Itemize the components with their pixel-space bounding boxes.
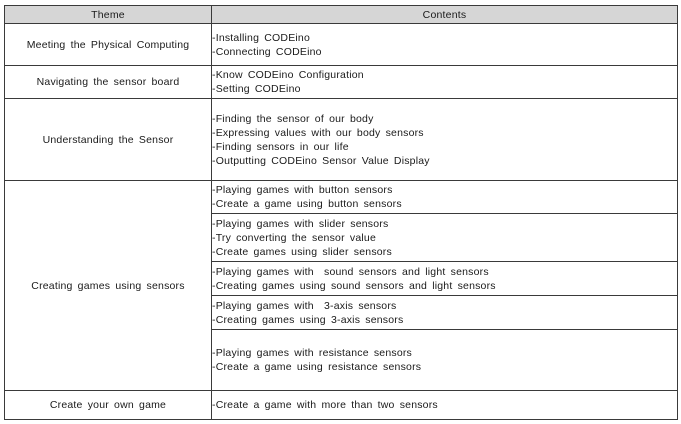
header-theme: Theme bbox=[5, 6, 212, 24]
content-line: -Setting CODEino bbox=[212, 83, 301, 95]
contents-cell bbox=[212, 24, 678, 66]
table-row bbox=[5, 66, 678, 99]
content-line: -Playing games with slider sensors bbox=[212, 217, 389, 230]
content-line: -Create a game using resistance sensors bbox=[212, 361, 422, 373]
content-line: -Expressing values with our body sensors bbox=[212, 126, 424, 139]
theme-cell: Meeting the Physical Computing bbox=[5, 24, 212, 66]
table-row bbox=[5, 99, 678, 181]
table-body bbox=[5, 24, 678, 420]
content-line: -Playing games with button sensors bbox=[212, 184, 393, 196]
theme-cell: Understanding the Sensor bbox=[5, 99, 212, 181]
content-line: -Try converting the sensor value bbox=[212, 231, 376, 244]
header-contents: Contents bbox=[212, 6, 678, 24]
content-line: -Know CODEino Configuration bbox=[212, 69, 364, 81]
content-line: -Finding the sensor of our body bbox=[212, 112, 374, 125]
contents-cell bbox=[212, 330, 678, 391]
content-line: -Finding sensors in our life bbox=[212, 140, 349, 153]
theme-cell: Creating games using sensors bbox=[5, 181, 212, 391]
content-line: -Create games using slider sensors bbox=[212, 245, 392, 258]
content-line: -Creating games using sound sensors and light sensors bbox=[212, 279, 496, 292]
content-line: -Playing games with sound sensors and light sensors bbox=[212, 265, 489, 278]
header-row bbox=[5, 6, 678, 24]
contents-cell bbox=[212, 99, 678, 181]
contents-cell bbox=[212, 262, 678, 296]
theme-cell: Navigating the sensor board bbox=[5, 66, 212, 99]
contents-cell bbox=[212, 214, 678, 262]
contents-cell bbox=[212, 181, 678, 214]
table-row bbox=[5, 181, 678, 214]
content-line: -Create a game using button sensors bbox=[212, 198, 402, 210]
contents-cell bbox=[212, 296, 678, 330]
content-line: -Playing games with resistance sensors bbox=[212, 347, 413, 359]
table-header bbox=[5, 6, 678, 24]
content-line: -Creating games using 3-axis sensors bbox=[212, 313, 404, 326]
content-line: -Create a game with more than two sensors bbox=[212, 399, 438, 411]
contents-cell bbox=[212, 66, 678, 99]
content-line: -Playing games with 3-axis sensors bbox=[212, 299, 397, 312]
contents-cell bbox=[212, 391, 678, 420]
table-row bbox=[5, 24, 678, 66]
curriculum-table bbox=[4, 5, 678, 420]
content-line: -Installing CODEino bbox=[212, 31, 311, 44]
table-row bbox=[5, 391, 678, 420]
theme-cell: Create your own game bbox=[5, 391, 212, 420]
content-line: -Connecting CODEino bbox=[212, 45, 322, 58]
content-line: -Outputting CODEino Sensor Value Display bbox=[212, 154, 430, 167]
